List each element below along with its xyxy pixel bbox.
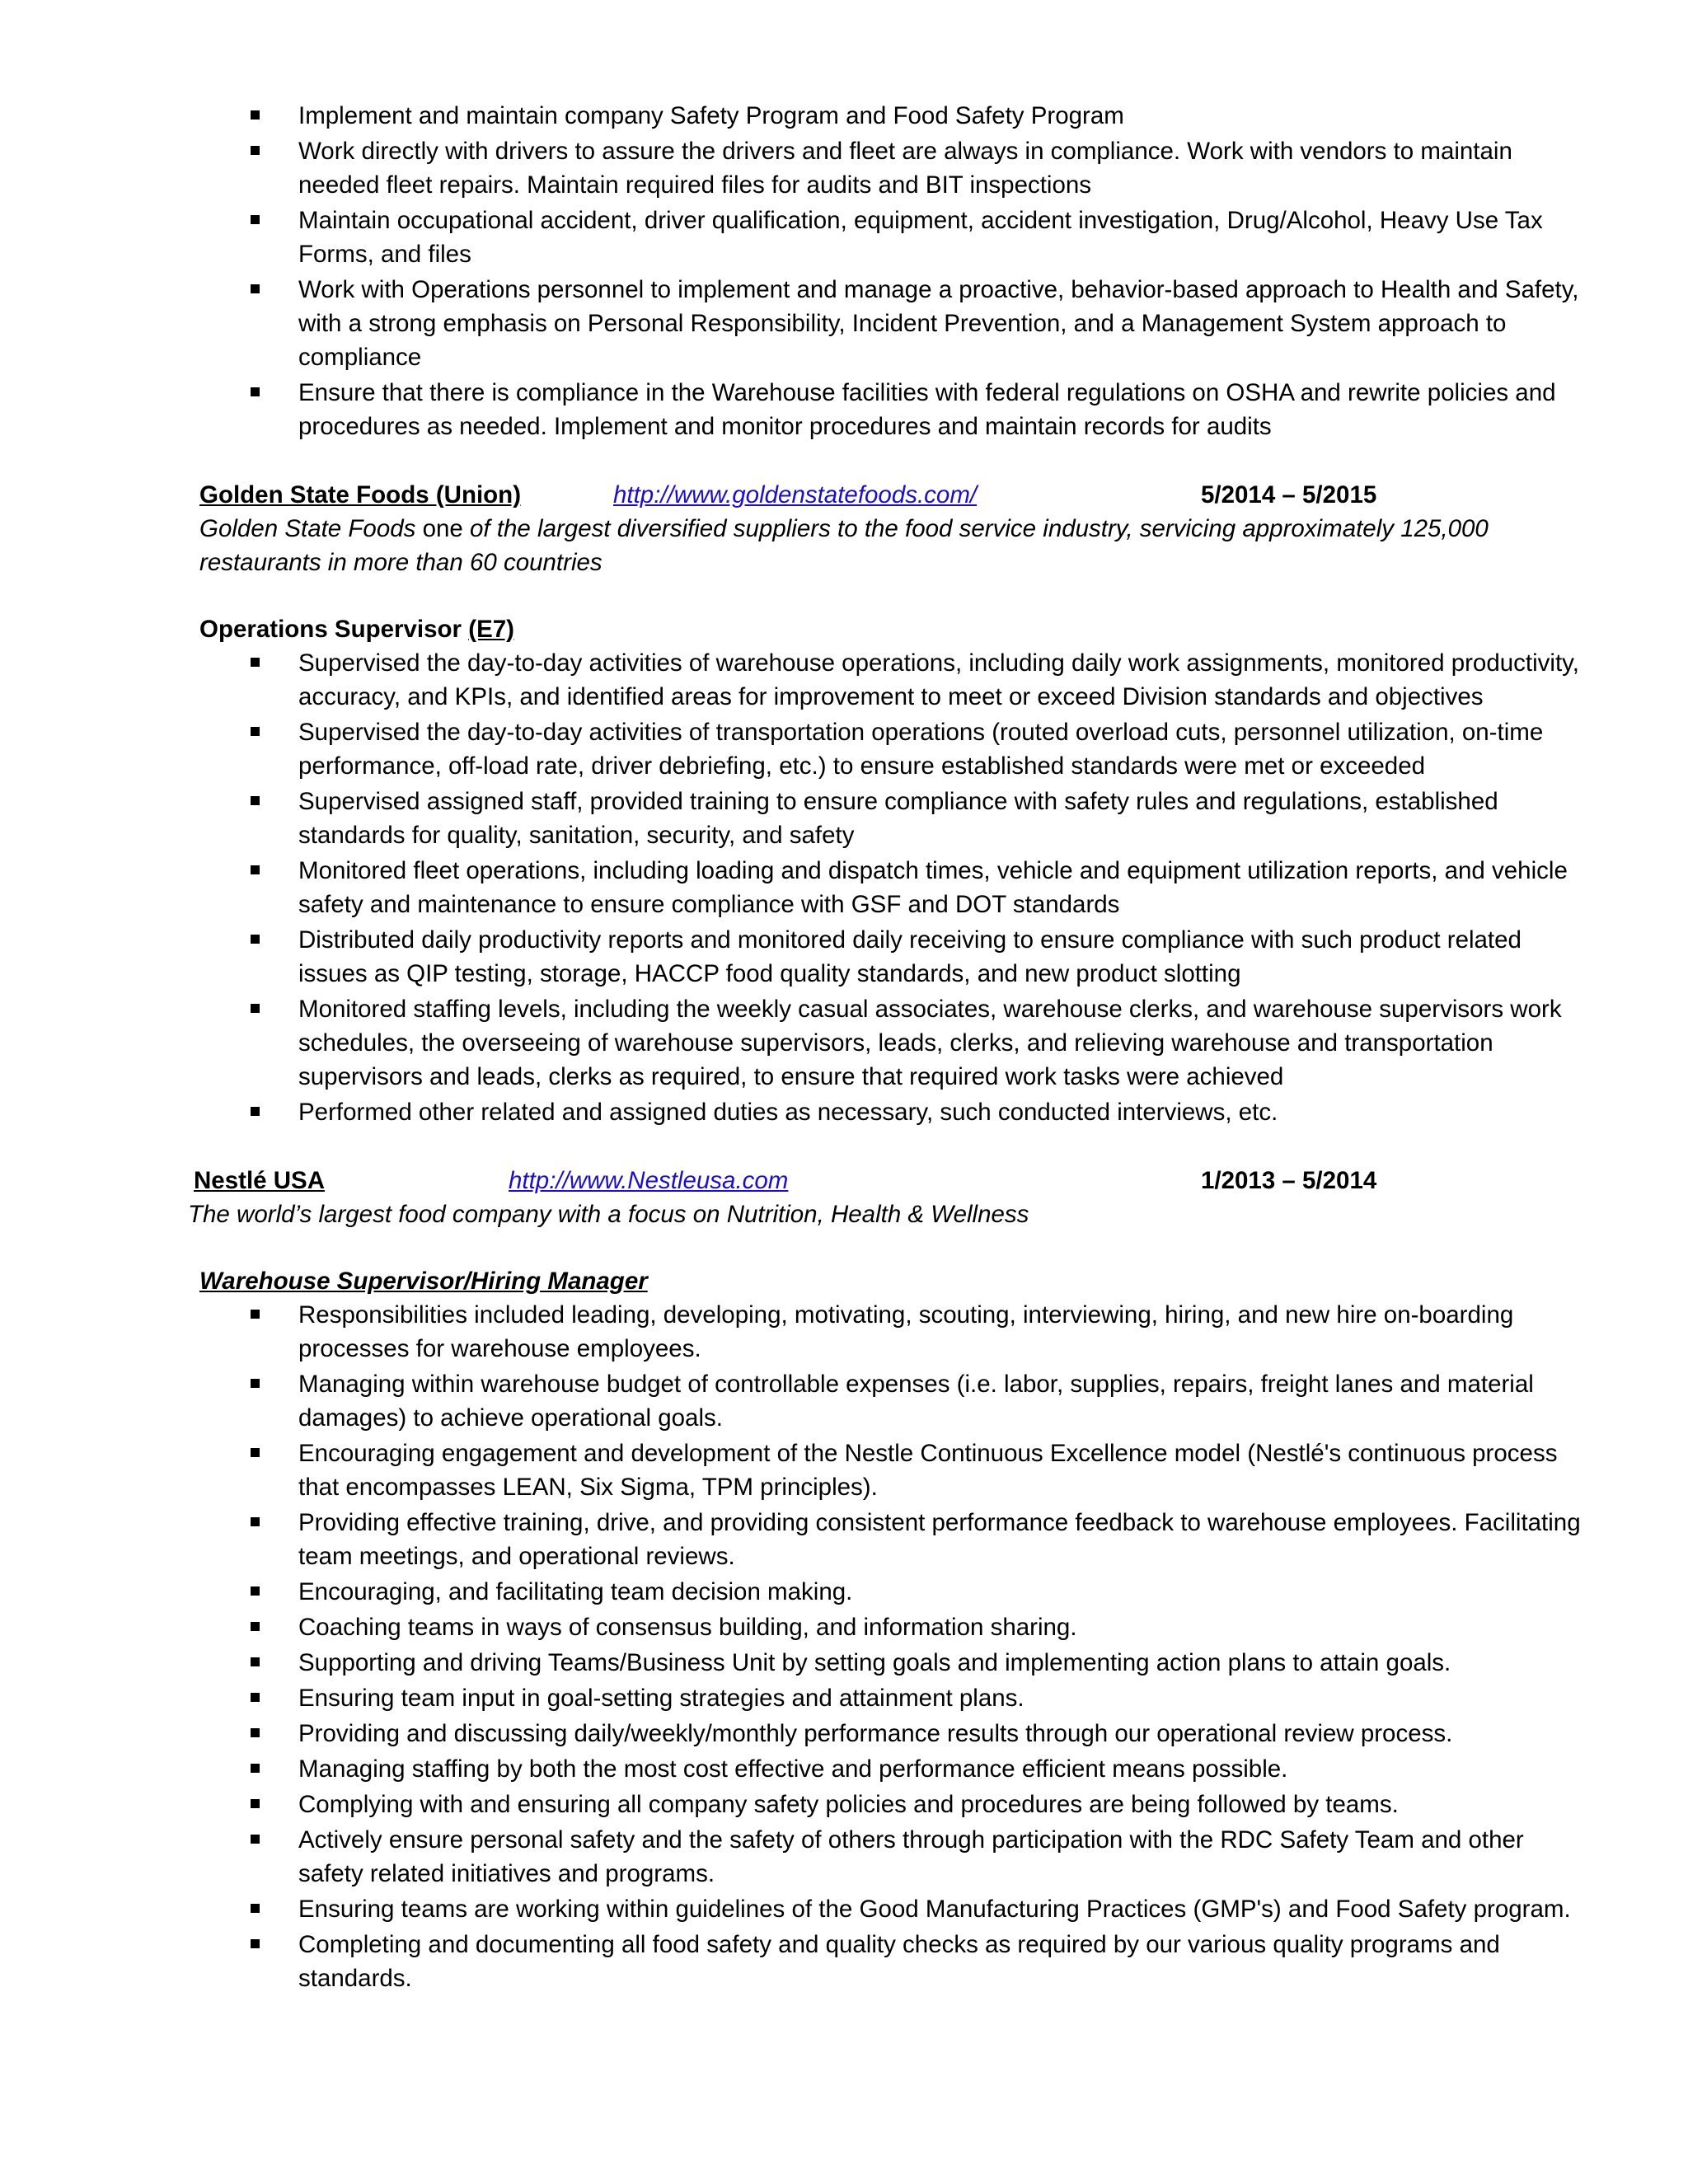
square-bullet-icon [251,1310,260,1319]
square-bullet-icon [251,658,260,667]
company-name: Nestlé USA [194,1167,326,1194]
bullet-item: Encouraging, and facilitating team decision making. [298,1575,1584,1609]
bullet-item: Implement and maintain company Safety Program and Food Safety Program [298,99,1584,133]
square-bullet-icon [251,1586,260,1596]
square-bullet-icon [251,1657,260,1666]
company-description: The world’s largest food company with a focus on Nutrition, Health & Wellness [188,1201,1029,1228]
square-bullet-icon [251,1835,260,1844]
previous-job-bullets [199,99,1584,443]
bullet-item: Supervised assigned staff, provided training to ensure compliance with safety rules and regulations, established standards for quality, sanitation, security, and safety [298,785,1584,852]
square-bullet-icon [251,215,260,224]
job-title: Operations Supervisor (E7) [199,616,514,643]
company-name: Golden State Foods (Union) [199,481,522,509]
bullet-item: Providing and discussing daily/weekly/monthly performance results through our operational review process. [298,1717,1584,1750]
bullet-item: Distributed daily productivity reports and monitored daily receiving to ensure compliance with such product related issues as QIP testing, storage, HACCP food quality standards, and new product slotting [298,923,1584,991]
resume-content [188,99,1584,1997]
square-bullet-icon [251,1107,260,1116]
bullet-item: Ensuring team input in goal-setting strategies and attainment plans. [298,1681,1584,1715]
square-bullet-icon [251,387,260,396]
company-url-link[interactable]: http://www.Nestleusa.com [509,1167,789,1194]
square-bullet-icon [251,1799,260,1808]
square-bullet-icon [251,796,260,805]
square-bullet-icon [251,1448,260,1457]
bullet-item: Ensure that there is compliance in the Warehouse facilities with federal regulations on OSHA and rewrite policies and procedures as needed. Implement and monitor procedures and maintain records for audits [298,376,1584,443]
square-bullet-icon [251,1004,260,1013]
bullet-item: Encouraging engagement and development of the Nestle Continuous Excellence model (Nestlé's continuous process that encompasses LEAN, Six Sigma, TPM principles). [298,1436,1584,1504]
square-bullet-icon [251,110,260,120]
bullet-item: Managing staffing by both the most cost effective and performance efficient means possible. [298,1752,1584,1786]
square-bullet-icon [251,935,260,944]
square-bullet-icon [251,1379,260,1388]
square-bullet-icon [251,1764,260,1773]
nestle-bullets [199,1298,1584,1995]
bullet-item: Providing effective training, drive, and providing consistent performance feedback to warehouse employees. Facilitating team meetings, and operational reviews. [298,1506,1584,1573]
bullet-item: Actively ensure personal safety and the safety of others through participation with the RDC Safety Team and other safety related initiatives and programs. [298,1823,1584,1891]
bullet-item: Managing within warehouse budget of controllable expenses (i.e. labor, supplies, repairs, freight lanes and material damages) to achieve operational goals. [298,1367,1584,1435]
company-url-link[interactable]: http://www.goldenstatefoods.com/ [613,481,978,509]
square-bullet-icon [251,1939,260,1948]
bullet-item: Completing and documenting all food safety and quality checks as required by our various quality programs and standards. [298,1928,1584,1995]
bullet-item: Monitored staffing levels, including the weekly casual associates, warehouse clerks, and warehouse supervisors work schedules, the overseeing of warehouse supervisors, leads, clerks, and relieving warehouse and transportation supervisors and leads, clerks as required, to ensure that required work tasks were achieved [298,992,1584,1094]
bullet-item: Supporting and driving Teams/Business Unit by setting goals and implementing action plans to attain goals. [298,1646,1584,1680]
square-bullet-icon [251,284,260,293]
bullet-item: Responsibilities included leading, developing, motivating, scouting, interviewing, hiring, and new hire on-boarding processes for warehouse employees. [298,1298,1584,1366]
square-bullet-icon [251,865,260,874]
bullet-item: Coaching teams in ways of consensus building, and information sharing. [298,1610,1584,1644]
employment-dates: 1/2013 – 5/2014 [1201,1167,1377,1194]
bullet-item: Monitored fleet operations, including loading and dispatch times, vehicle and equipment utilization reports, and vehicle safety and maintenance to ensure compliance with GSF and DOT standards [298,854,1584,921]
bullet-item: Maintain occupational accident, driver qualification, equipment, accident investigation, Drug/Alcohol, Heavy Use Tax Forms, and files [298,204,1584,271]
bullet-item: Work directly with drivers to assure the drivers and fleet are always in compliance. Work with vendors to maintain needed fleet repairs. Maintain required files for audits and BIT inspections [298,134,1584,202]
job-header-golden-state-foods [199,478,1584,512]
bullet-item: Complying with and ensuring all company safety policies and procedures are being followed by teams. [298,1788,1584,1821]
square-bullet-icon [251,146,260,155]
square-bullet-icon [251,1728,260,1737]
square-bullet-icon [251,1622,260,1631]
bullet-item: Performed other related and assigned duties as necessary, such conducted interviews, etc. [298,1095,1584,1129]
bullet-item: Ensuring teams are working within guidelines of the Good Manufacturing Practices (GMP's) and Food Safety program. [298,1892,1584,1926]
golden-state-foods-bullets [199,646,1584,1129]
bullet-item: Supervised the day-to-day activities of warehouse operations, including daily work assignments, monitored productivity, accuracy, and KPIs, and identified areas for improvement to meet or exceed Division standards and objectives [298,646,1584,714]
square-bullet-icon [251,1904,260,1913]
square-bullet-icon [251,727,260,736]
job-header-nestle-usa [194,1164,1584,1197]
bullet-item: Work with Operations personnel to implement and manage a proactive, behavior-based approach to Health and Safety, with a strong emphasis on Personal Responsibility, Incident Prevention, and a Management System approach to compliance [298,273,1584,374]
bullet-item: Supervised the day-to-day activities of transportation operations (routed overload cuts, personnel utilization, on-time performance, off-load rate, driver debriefing, etc.) to ensure established standards were met or exceeded [298,715,1584,783]
square-bullet-icon [251,1517,260,1526]
square-bullet-icon [251,1693,260,1702]
employment-dates: 5/2014 – 5/2015 [1201,481,1377,509]
company-description: Golden State Foods one of the largest diversified suppliers to the food service industry, servicing approximately 125,000 restaurants in more than 60 countries [199,515,1489,576]
job-title: Warehouse Supervisor/Hiring Manager [199,1268,648,1295]
